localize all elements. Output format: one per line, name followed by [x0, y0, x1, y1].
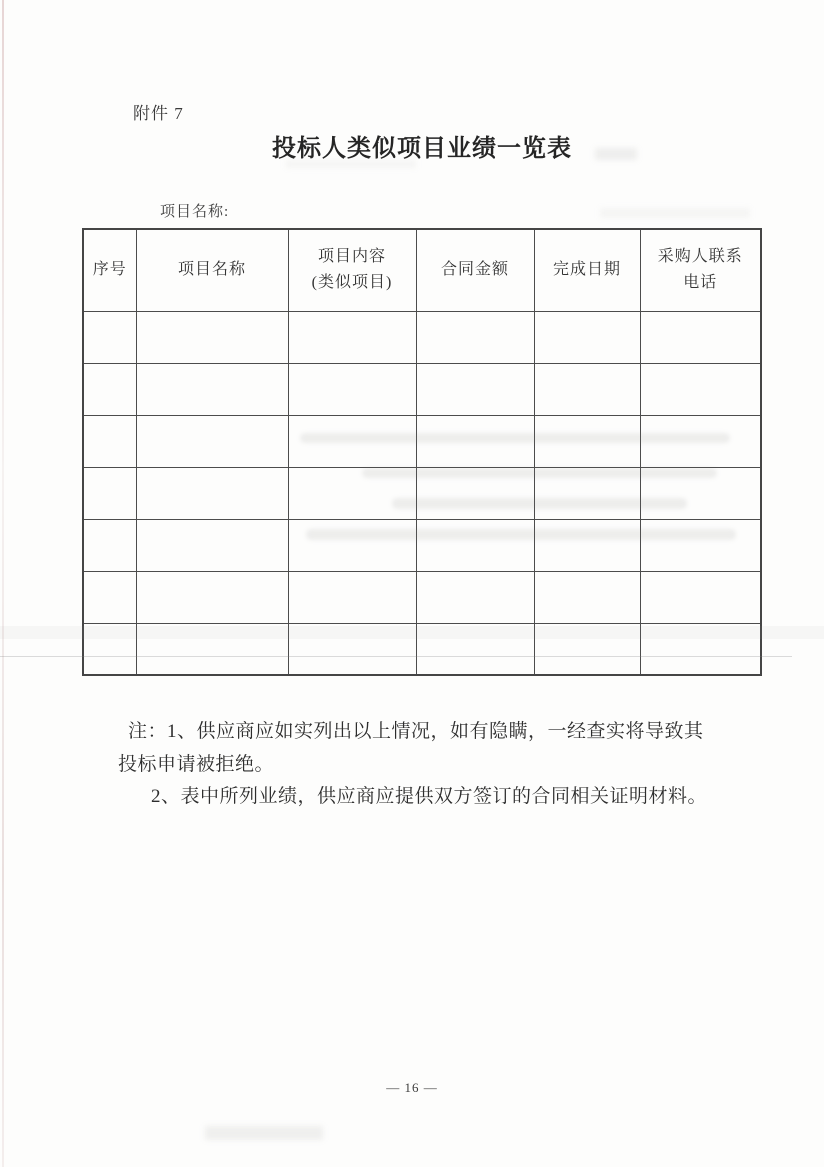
table-cell-empty — [136, 623, 288, 675]
column-header-completion-date — [534, 229, 640, 311]
column-header-index — [83, 229, 136, 311]
table-cell-empty — [534, 467, 640, 519]
table-cell-empty — [288, 363, 416, 415]
table-cell-empty — [288, 311, 416, 363]
table-cell-empty — [640, 571, 761, 623]
table-cell-empty — [288, 571, 416, 623]
table-cell-empty — [640, 519, 761, 571]
document-title: 投标人类似项目业绩一览表 — [272, 135, 572, 162]
performance-table — [82, 228, 762, 676]
table-cell-empty — [640, 363, 761, 415]
column-header-label: 项目内容 — [317, 248, 386, 266]
table-cell-empty — [83, 415, 136, 467]
table-cell-empty — [640, 415, 761, 467]
table-cell-empty — [534, 571, 640, 623]
table-row — [83, 571, 761, 623]
table-cell-empty — [534, 623, 640, 675]
table-cell-empty — [136, 415, 288, 467]
notes-block — [118, 716, 743, 814]
project-name-label: 项目名称: — [160, 204, 230, 220]
attachment-label: 附件 7 — [133, 104, 184, 123]
column-header-label: 合同金额 — [440, 261, 509, 279]
table-cell-empty — [136, 519, 288, 571]
table-cell-empty — [83, 623, 136, 675]
table-cell-empty — [640, 311, 761, 363]
scan-artifact-bleedthrough — [205, 1126, 323, 1140]
column-header-purchaser-phone: 采购人联系 电话 — [640, 229, 761, 311]
column-header-label: 采购人联系 — [657, 248, 743, 266]
table-cell-empty — [288, 467, 416, 519]
table-cell-empty — [534, 311, 640, 363]
scan-artifact-bleedthrough — [600, 208, 750, 218]
column-header-project-name — [136, 229, 288, 311]
table-row — [83, 519, 761, 571]
table-cell-empty — [83, 519, 136, 571]
table-cell-empty — [416, 415, 534, 467]
note-line-3: 2、表中所列业绩，供应商应提供双方签订的合同相关证明材料。 — [151, 786, 708, 807]
table-cell-empty — [136, 571, 288, 623]
table-cell-empty — [136, 363, 288, 415]
table-cell-empty — [416, 363, 534, 415]
table-cell-empty — [288, 415, 416, 467]
table-row — [83, 363, 761, 415]
table-row — [83, 415, 761, 467]
table-body — [83, 311, 761, 675]
table-cell-empty — [534, 415, 640, 467]
page-number: — 16 — — [386, 1080, 438, 1095]
table-cell-empty — [288, 623, 416, 675]
table-cell-empty — [136, 467, 288, 519]
table-header-row — [83, 229, 761, 311]
table-cell-empty — [83, 311, 136, 363]
table-cell-empty — [83, 467, 136, 519]
table-cell-empty — [534, 363, 640, 415]
column-header-contract-amount — [416, 229, 534, 311]
column-header-label: 序号 — [92, 261, 127, 279]
table-cell-empty — [416, 623, 534, 675]
table-cell-empty — [83, 363, 136, 415]
column-header-label: 项目名称 — [177, 261, 246, 279]
table-cell-empty — [288, 519, 416, 571]
table-cell-empty — [416, 467, 534, 519]
table-cell-empty — [416, 311, 534, 363]
table-row — [83, 467, 761, 519]
note-line-2: 投标申请被拒绝。 — [118, 753, 275, 775]
note-line-1: 注：1、供应商应如实列出以上情况，如有隐瞒，一经查实将导致其 — [128, 721, 704, 742]
table-cell-empty — [83, 571, 136, 623]
scan-artifact-left-edge — [2, 0, 4, 1167]
column-header-label: 完成日期 — [552, 261, 621, 279]
table-row — [83, 623, 761, 675]
table-row — [83, 311, 761, 363]
table-cell-empty — [416, 519, 534, 571]
table-cell-empty — [640, 623, 761, 675]
column-header-project-content: 项目内容 (类似项目) — [288, 229, 416, 311]
table-cell-empty — [416, 571, 534, 623]
table-cell-empty — [640, 467, 761, 519]
table-cell-empty — [136, 311, 288, 363]
table-cell-empty — [534, 519, 640, 571]
